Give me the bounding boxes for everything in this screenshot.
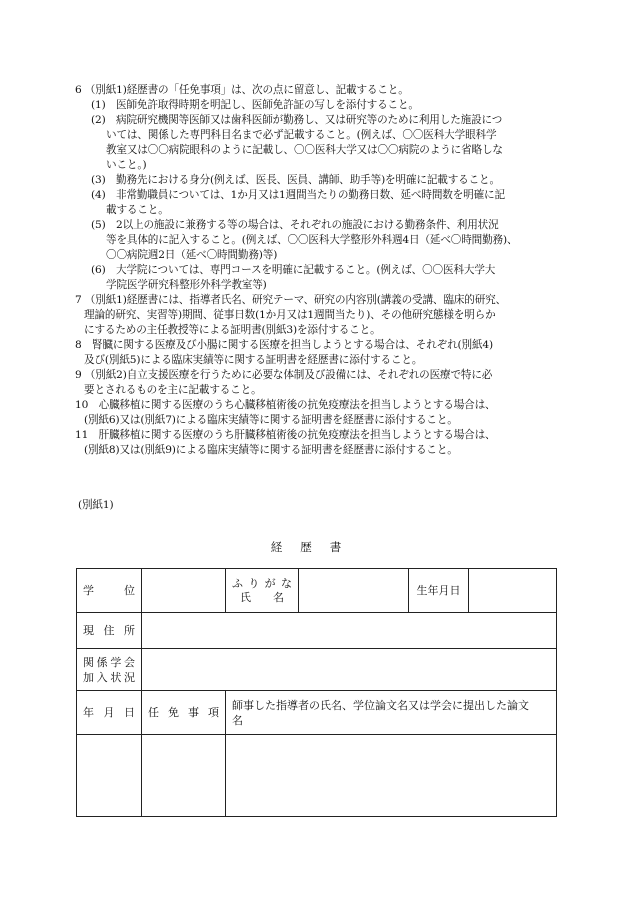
label-char: が bbox=[264, 576, 276, 590]
education-label bbox=[83, 583, 135, 598]
name-label bbox=[232, 591, 292, 605]
label-char: 会 bbox=[123, 655, 135, 669]
label-char: 学 bbox=[83, 584, 94, 597]
label-char: 月 bbox=[103, 706, 115, 719]
society-value-cell[interactable] bbox=[142, 649, 557, 691]
label-char: 免 bbox=[168, 706, 179, 719]
label-char: 名 bbox=[273, 590, 284, 604]
mentor-header-cell bbox=[226, 691, 557, 735]
instruction-line: (4) 非常勤職員については、1か月又は1週間当たりの勤務日数、延べ時間数を明確に記 bbox=[91, 189, 505, 201]
society-label-cell bbox=[77, 649, 142, 691]
label-char: 加 bbox=[83, 670, 94, 684]
label-char: 入 bbox=[96, 670, 108, 684]
instruction-line: 学院医学研究科整形外科学教室等) bbox=[106, 279, 267, 291]
label-char: な bbox=[280, 576, 292, 590]
instruction-line: 教室又は〇〇病院眼科のように記載し、〇〇医科大学又は〇〇病院のように省略しな bbox=[106, 144, 503, 156]
instruction-line: (3) 勤務先における身分(例えば、医長、医員、講師、助手等)を明確に記載すること。 bbox=[91, 174, 500, 186]
birthdate-label-cell bbox=[409, 569, 469, 613]
instruction-line: いこと。) bbox=[106, 159, 147, 171]
instruction-line: 及び(別紙5)による臨床実績等に関する証明書を経歴書に添付すること。 bbox=[84, 354, 423, 366]
label-char: 事 bbox=[188, 706, 199, 719]
label-char: 日 bbox=[124, 706, 135, 719]
instruction-line: 〇〇病院週2日（延べ〇時間勤務)等) bbox=[106, 249, 278, 261]
birthdate-value-cell[interactable] bbox=[469, 569, 557, 613]
attachment-label: (別紙1) bbox=[78, 499, 114, 511]
label-char: 現 bbox=[83, 624, 94, 637]
label-char: 位 bbox=[124, 584, 135, 597]
instruction-line: 10 心臓移植に関する医療のうち心臓移植術後の抗免疫療法を担当しようとする場合は、 bbox=[75, 399, 496, 411]
form-title: 経歴書 bbox=[270, 540, 360, 554]
instruction-line: いては、関係した専門科目名まで必ず記載すること。(例えば、〇〇医科大学眼科学 bbox=[106, 129, 497, 141]
label-char: 学 bbox=[110, 655, 122, 669]
label-char: 項 bbox=[208, 706, 219, 719]
education-label-cell bbox=[77, 569, 142, 613]
appointment-entry-cell[interactable] bbox=[142, 735, 226, 817]
address-label bbox=[83, 623, 135, 638]
label-char: 氏 bbox=[240, 590, 251, 604]
instruction-line: 要とされるものを主に記載すること。 bbox=[84, 384, 262, 396]
date-header bbox=[83, 705, 135, 720]
label-char: 住 bbox=[103, 624, 115, 637]
label-char: 任 bbox=[148, 706, 159, 719]
instruction-line: (2) 病院研究機関等医師又は歯科医師が勤務し、又は研究等のために利用した施設につ bbox=[91, 114, 503, 126]
date-entry-cell[interactable] bbox=[77, 735, 142, 817]
instruction-line: 載すること。 bbox=[106, 204, 169, 216]
instruction-line: (1) 医師免許取得時期を明記し、医師免許証の写しを添付すること。 bbox=[91, 99, 419, 111]
society-label-line1 bbox=[83, 655, 135, 670]
name-label-cell bbox=[226, 569, 299, 613]
label-char: 関 bbox=[83, 655, 94, 669]
label-char: 況 bbox=[123, 670, 135, 684]
instruction-line: 11 肝臓移植に関する医療のうち肝臓移植術後の抗免疫療法を担当しようとする場合は、 bbox=[75, 429, 496, 441]
instruction-line: 理論的研究、実習等)期間、従事日数(1か月又は1週間当たり)、その他研究態様を明らか bbox=[84, 309, 496, 321]
instruction-line: 7 （別紙1)経歴書には、指導者氏名、研究テーマ、研究の内容別(講義の受講、臨床的研究、 bbox=[75, 294, 507, 306]
date-header-cell bbox=[77, 691, 142, 735]
instruction-line: (5) 2以上の施設に兼務する等の場合は、それぞれの施設における勤務条件、利用状況 bbox=[91, 219, 499, 231]
mentor-header-line2: 名 bbox=[232, 713, 243, 727]
label-char: 状 bbox=[110, 670, 122, 684]
label-char: ふ bbox=[232, 576, 243, 590]
appointment-header-cell bbox=[142, 691, 226, 735]
instruction-line: 8 腎臓に関する医療及び小腸に関する医療を担当しようとする場合は、それぞれ(別紙4) bbox=[75, 339, 494, 351]
birthdate-label: 生年月日 bbox=[416, 584, 461, 597]
mentor-header-line1: 師事した指導者の氏名、学位論文名又は学会に提出した論文 bbox=[232, 698, 529, 712]
appointment-header bbox=[148, 705, 219, 720]
instruction-line: 6 （別紙1)経歴書の「任免事項」は、次の点に留意し、記載すること。 bbox=[75, 84, 409, 96]
society-label-line2 bbox=[83, 670, 135, 685]
mentor-entry-cell[interactable] bbox=[226, 735, 557, 817]
label-char: 所 bbox=[124, 624, 135, 637]
resume-table bbox=[76, 568, 557, 817]
instruction-line: にするための主任教授等による証明書(別紙3)を添付すること。 bbox=[84, 324, 381, 336]
address-label-cell bbox=[77, 613, 142, 649]
label-char: 係 bbox=[96, 655, 108, 669]
education-value-cell[interactable] bbox=[142, 569, 226, 613]
instruction-line: (6) 大学院については、専門コースを明確に記載すること。(例えば、〇〇医科大学大 bbox=[91, 264, 496, 276]
label-char: 年 bbox=[83, 706, 94, 719]
name-value-cell[interactable] bbox=[299, 569, 409, 613]
instruction-line: (別紙6)又は(別紙7)による臨床実績等に関する証明書を経歴書に添付すること。 bbox=[84, 414, 458, 426]
address-value-cell[interactable] bbox=[142, 613, 557, 649]
instruction-line: 等を具体的に記入すること。(例えば、〇〇医科大学整形外科週4日（延べ〇時間勤務)、 bbox=[106, 234, 518, 246]
furigana-label bbox=[232, 577, 292, 591]
label-char: り bbox=[248, 576, 260, 590]
instruction-line: 9 （別紙2)自立支援医療を行うために必要な体制及び設備には、それぞれの医療で特に必 bbox=[75, 369, 493, 381]
instruction-line: (別紙8)又は(別紙9)による臨床実績等に関する証明書を経歴書に添付すること。 bbox=[84, 444, 458, 456]
